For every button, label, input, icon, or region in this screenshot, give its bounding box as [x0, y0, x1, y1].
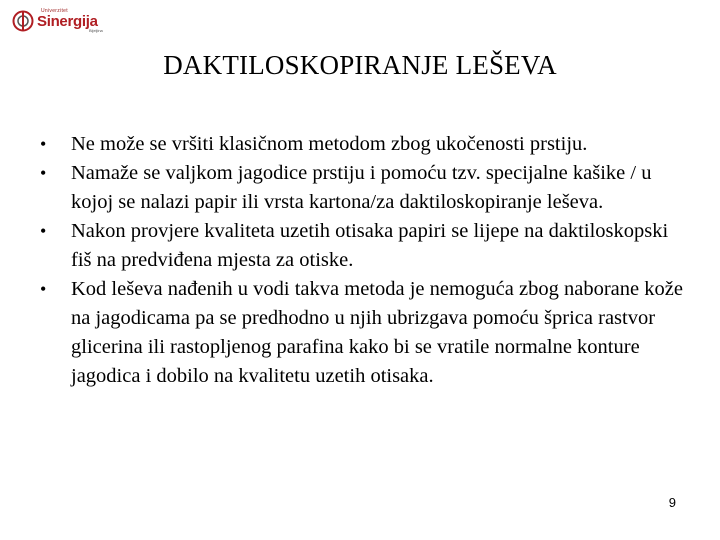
bullet-item: • Namaže se valjkom jagodice prstiju i pomoću tzv. specijalne kašike / u kojoj se nalazi papir ili vrsta kartona/za daktiloskopiranje leševa. — [40, 159, 690, 217]
bullet-item: • Nakon provjere kvaliteta uzetih otisaka papiri se lijepe na daktiloskopski fiš na predviđena mjesta za otiske. — [40, 217, 690, 275]
logo-city: Bijeljina — [89, 28, 103, 33]
logo-top-text: Univerzitet — [41, 8, 68, 14]
bullet-item: • Kod leševa nađenih u vodi takva metoda je nemoguća zbog naborane kože na jagodicama pa se predhodno u njih ubrizgava pomoću šprica rastvor glicerina ili rastopljenog parafina kako bi se vratile normalne konture jagodica i dobilo na kvalitetu uzetih otisaka. — [40, 275, 690, 391]
page-number: 9 — [668, 495, 676, 510]
logo-text — [37, 9, 103, 33]
bullet-item: • Ne može se vršiti klasičnom metodom zbog ukočenosti prstiju. — [40, 130, 690, 159]
sinergija-emblem-icon — [12, 10, 34, 32]
slide-title: DAKTILOSKOPIRANJE LEŠEVA — [163, 50, 557, 80]
bullet-list — [40, 130, 690, 391]
university-logo — [12, 6, 122, 36]
logo-name: Sinergija — [37, 13, 98, 30]
